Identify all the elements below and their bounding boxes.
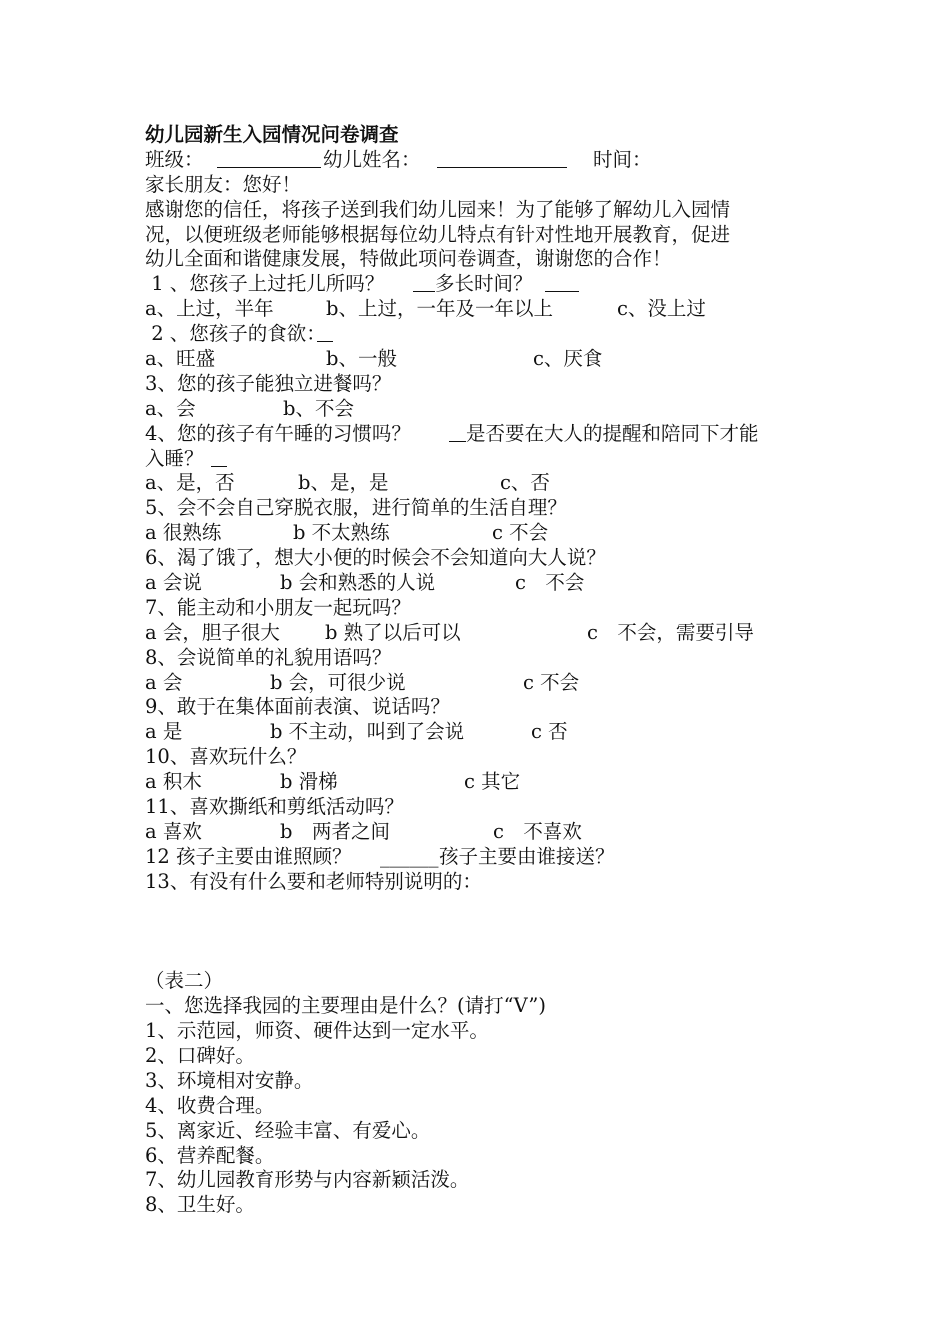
reason-item-1[interactable]: 1、示范园，师资、硬件达到一定水平。 (145, 1019, 489, 1043)
question-4 (145, 422, 825, 447)
question-9-options (145, 720, 825, 745)
question-3: 3、您的孩子能独立进餐吗？ (145, 371, 392, 395)
option-a: a、旺盛 (145, 347, 216, 371)
reason-item-5[interactable]: 5、离家近、经验丰富、有爱心。 (145, 1118, 431, 1142)
question-4-text-c: 入睡？ (145, 446, 204, 470)
question-5: 5、会不会自己穿脱衣服，进行简单的生活自理？ (145, 496, 567, 520)
question-6: 6、渴了饿了，想大小便的时候会不会知道向大人说？ (145, 546, 606, 570)
question-8-options (145, 671, 825, 696)
header-row (145, 148, 825, 173)
question-9: 9、敢于在集体面前表演、说话吗？ (145, 695, 450, 719)
question-1-text-a: 1 、您孩子上过托儿所吗？ (145, 272, 385, 296)
question-10-options (145, 770, 825, 795)
class-label: 班级： (145, 147, 204, 171)
option-c: c 不会 (523, 670, 580, 694)
child-name-label: 幼儿姓名： (323, 147, 421, 171)
question-8: 8、会说简单的礼貌用语吗？ (145, 645, 392, 669)
reason-item-8[interactable]: 8、卫生好。 (145, 1193, 255, 1217)
reason-item-4[interactable]: 4、收费合理。 (145, 1093, 275, 1117)
question-12 (145, 845, 825, 870)
option-c: c 不喜欢 (493, 819, 582, 843)
question-3-options (145, 397, 825, 422)
option-c: c、没上过 (617, 297, 706, 321)
option-a: a 很熟练 (145, 521, 222, 545)
option-b: b 滑梯 (280, 770, 338, 794)
question-10: 10、喜欢玩什么？ (145, 745, 307, 769)
option-b: b 会，可很少说 (270, 670, 406, 694)
question-1-text-b: 多长时间？ (435, 272, 533, 296)
question-13: 13、有没有什么要和老师特别说明的： (145, 869, 482, 893)
question-1-options (145, 297, 825, 322)
option-a: a 会说 (145, 571, 202, 595)
reason-item-2[interactable]: 2、口碑好。 (145, 1043, 255, 1067)
spacer (145, 944, 825, 969)
option-a: a 会 (145, 670, 183, 694)
option-b: b、是，是 (298, 471, 389, 495)
class-blank[interactable] (217, 148, 321, 168)
option-b: b、不会 (283, 396, 354, 420)
question-4-continued (145, 447, 825, 472)
option-b: b 两者之间 (280, 819, 390, 843)
question-5-options (145, 521, 825, 546)
option-b: b 不主动，叫到了会说 (270, 720, 465, 744)
question-4-blank-a[interactable] (449, 422, 466, 442)
intro-line-3: 幼儿全面和谐健康发展，特做此项问卷调查，谢谢您的合作！ (145, 247, 672, 271)
option-c: c 不会 (515, 571, 585, 595)
question-2-text: 2 、您孩子的食欲： (145, 322, 326, 346)
option-b: b 不太熟练 (293, 521, 390, 545)
spacer (145, 895, 825, 920)
option-c: c、厌食 (533, 347, 603, 371)
option-b: b 熟了以后可以 (325, 620, 461, 644)
document-title: 幼儿园新生入园情况问卷调查 (145, 123, 399, 146)
reason-item-6[interactable]: 6、营养配餐。 (145, 1143, 275, 1167)
table-2-label: （表二） (145, 969, 224, 993)
question-7-options (145, 621, 825, 646)
question-1-blank-b[interactable] (545, 272, 579, 292)
option-a: a 积木 (145, 770, 202, 794)
question-6-options (145, 571, 825, 596)
option-b: b、一般 (326, 347, 397, 371)
question-1 (145, 272, 825, 297)
question-2-options (145, 347, 825, 372)
question-1-blank-a[interactable] (413, 272, 435, 292)
question-4-blank-b[interactable] (211, 447, 227, 467)
option-c: c 否 (531, 720, 568, 744)
question-4-text-a: 4、您的孩子有午睡的习惯吗？ (145, 421, 411, 445)
question-11: 11、喜欢撕纸和剪纸活动吗？ (145, 795, 404, 819)
option-a: a、会 (145, 396, 196, 420)
option-a: a 会，胆子很大 (145, 620, 280, 644)
intro-line-2: 况，以便班级老师能够根据每位幼儿特点有针对性地开展教育，促进 (145, 222, 731, 246)
intro-line-1: 感谢您的信任，将孩子送到我们幼儿园来！为了能够了解幼儿入园情 (145, 197, 731, 221)
spacer (145, 920, 825, 945)
option-b: b、上过，一年及一年以上 (326, 297, 553, 321)
option-a: a 是 (145, 720, 183, 744)
question-12-blank[interactable]: ______ (380, 844, 439, 868)
question-2-blank[interactable] (317, 322, 333, 342)
option-a: a 喜欢 (145, 819, 202, 843)
question-7: 7、能主动和小朋友一起玩吗？ (145, 595, 411, 619)
option-c: c 不会，需要引导 (587, 620, 754, 644)
option-c: c 其它 (464, 770, 521, 794)
question-11-options (145, 820, 825, 845)
option-b: b 会和熟悉的人说 (280, 571, 436, 595)
child-name-blank[interactable] (437, 148, 567, 168)
question-12-text-a: 12 孩子主要由谁照顾？ (145, 844, 352, 868)
question-12-text-b: 孩子主要由谁接送？ (439, 844, 615, 868)
option-a: a、是，否 (145, 471, 235, 495)
question-2 (145, 322, 825, 347)
question-4-text-b: 是否要在大人的提醒和陪同下才能 (466, 421, 759, 445)
greeting: 家长朋友：您好！ (145, 172, 302, 196)
reason-item-3[interactable]: 3、环境相对安静。 (145, 1068, 314, 1092)
table-2-question: 一、您选择我园的主要理由是什么？(请打“V”) (145, 994, 546, 1018)
option-a: a、上过，半年 (145, 297, 274, 321)
time-label: 时间： (593, 147, 652, 171)
option-c: c、否 (500, 471, 550, 495)
reason-item-7[interactable]: 7、幼儿园教育形势与内容新颖活泼。 (145, 1168, 470, 1192)
option-c: c 不会 (492, 521, 549, 545)
question-4-options (145, 471, 825, 496)
questionnaire-page (145, 123, 825, 1218)
